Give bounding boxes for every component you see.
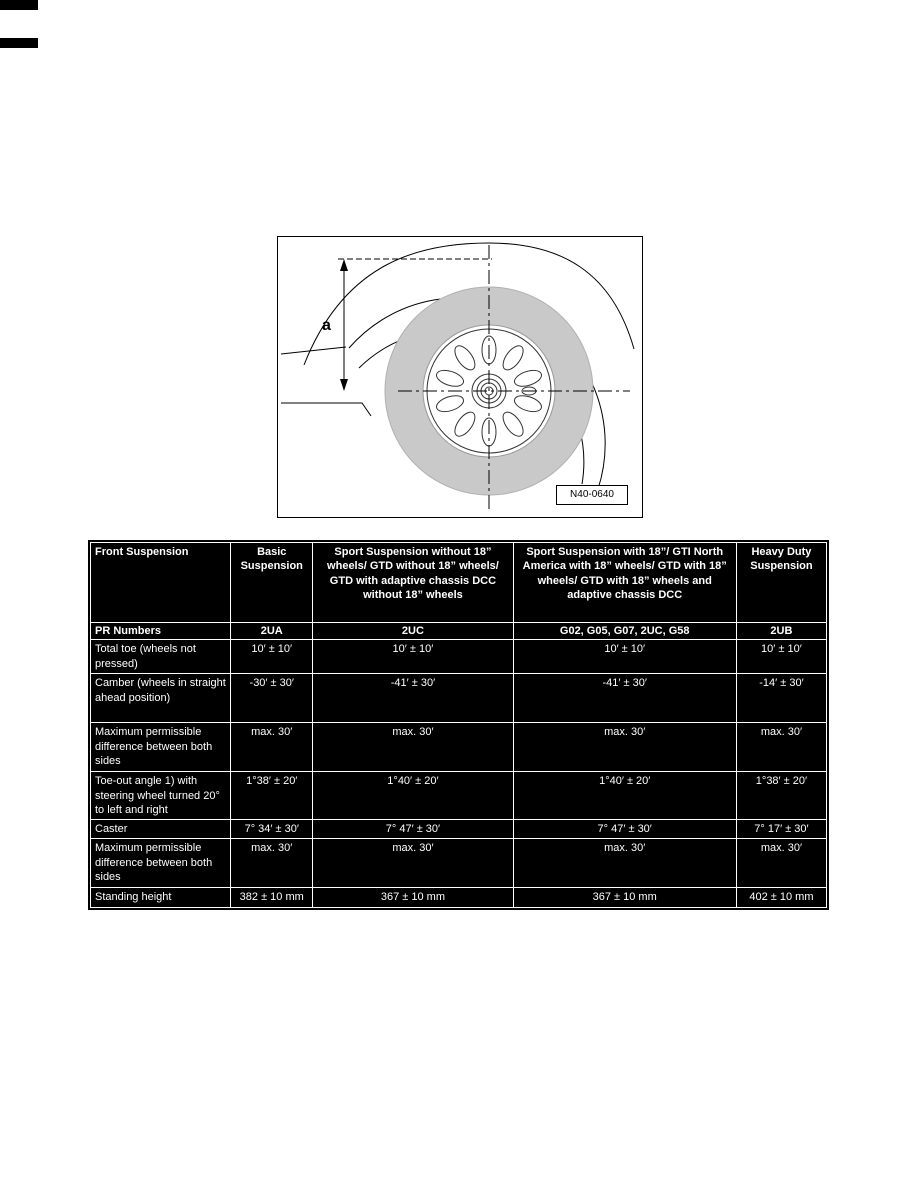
table-cell: max. 30′	[231, 723, 313, 772]
table-cell: 1°38′ ± 20′	[736, 772, 826, 820]
row-label: Toe-out angle 1) with steering wheel turned 20° to left and right	[91, 772, 231, 820]
table-cell: 2UB	[736, 623, 826, 640]
table-cell: -30′ ± 30′	[231, 674, 313, 723]
page-print-mark	[0, 0, 38, 10]
table-cell: 1°38′ ± 20′	[231, 772, 313, 820]
table-cell: -41′ ± 30′	[313, 674, 513, 723]
front-suspension-spec-table	[90, 542, 827, 908]
dimension-label: a	[322, 317, 331, 334]
table-cell: 2UC	[313, 623, 513, 640]
arrowhead-up-icon	[340, 259, 348, 271]
table-cell: 2UA	[231, 623, 313, 640]
table-cell: max. 30′	[736, 839, 826, 888]
header-sport-suspension-without-18: Sport Suspension without 18” wheels/ GTD without 18” wheels/ GTD with adaptive chassis DCC without 18” wheels	[313, 543, 513, 623]
table-cell: 7° 34′ ± 30′	[231, 820, 313, 839]
table-row-camber	[91, 674, 827, 723]
row-label: Camber (wheels in straight ahead position)	[91, 674, 231, 723]
table-row-total-toe	[91, 640, 827, 674]
page-print-mark	[0, 38, 38, 48]
table-row-max-difference-caster	[91, 839, 827, 888]
row-label: Maximum permissible difference between both sides	[91, 723, 231, 772]
table-cell: 367 ± 10 mm	[313, 888, 513, 907]
row-label: PR Numbers	[91, 623, 231, 640]
header-basic-suspension: Basic Suspension	[231, 543, 313, 623]
arrowhead-down-icon	[340, 379, 348, 391]
table-cell: 7° 17′ ± 30′	[736, 820, 826, 839]
table-cell: -41′ ± 30′	[513, 674, 736, 723]
header-heavy-duty-suspension: Heavy Duty Suspension	[736, 543, 826, 623]
body-line	[281, 347, 346, 354]
header-front-suspension: Front Suspension	[91, 543, 231, 623]
spec-table-wrap	[88, 540, 829, 910]
table-cell: max. 30′	[513, 723, 736, 772]
table-cell: 1°40′ ± 20′	[313, 772, 513, 820]
table-cell: 1°40′ ± 20′	[513, 772, 736, 820]
row-label: Caster	[91, 820, 231, 839]
table-cell: 382 ± 10 mm	[231, 888, 313, 907]
figure-number: N40-0640	[556, 485, 628, 505]
table-cell: max. 30′	[313, 723, 513, 772]
table-row-pr-numbers	[91, 623, 827, 640]
table-cell: 402 ± 10 mm	[736, 888, 826, 907]
table-row-toe-out-angle	[91, 772, 827, 820]
table-cell: G02, G05, G07, 2UC, G58	[513, 623, 736, 640]
row-label: Maximum permissible difference between both sides	[91, 839, 231, 888]
table-cell: 10′ ± 10′	[513, 640, 736, 674]
table-cell: 10′ ± 10′	[313, 640, 513, 674]
header-sport-suspension-with-18: Sport Suspension with 18”/ GTI North America with 18” wheels/ GTD with 18” wheels/ GTD with 18” wheels and adaptive chassis DCC	[513, 543, 736, 623]
table-cell: 10′ ± 10′	[231, 640, 313, 674]
table-cell: 7° 47′ ± 30′	[313, 820, 513, 839]
table-cell: 367 ± 10 mm	[513, 888, 736, 907]
table-cell: max. 30′	[736, 723, 826, 772]
table-row-max-difference-camber	[91, 723, 827, 772]
table-cell: -14′ ± 30′	[736, 674, 826, 723]
figure-box	[277, 236, 643, 518]
table-row-standing-height	[91, 888, 827, 907]
table-cell: 7° 47′ ± 30′	[513, 820, 736, 839]
sill-line	[281, 403, 371, 416]
row-label: Standing height	[91, 888, 231, 907]
table-cell: max. 30′	[313, 839, 513, 888]
row-label: Total toe (wheels not pressed)	[91, 640, 231, 674]
table-cell: 10′ ± 10′	[736, 640, 826, 674]
table-row-caster	[91, 820, 827, 839]
wheel-arch-diagram	[278, 237, 640, 515]
table-header-row	[91, 543, 827, 623]
table-cell: max. 30′	[231, 839, 313, 888]
table-cell: max. 30′	[513, 839, 736, 888]
